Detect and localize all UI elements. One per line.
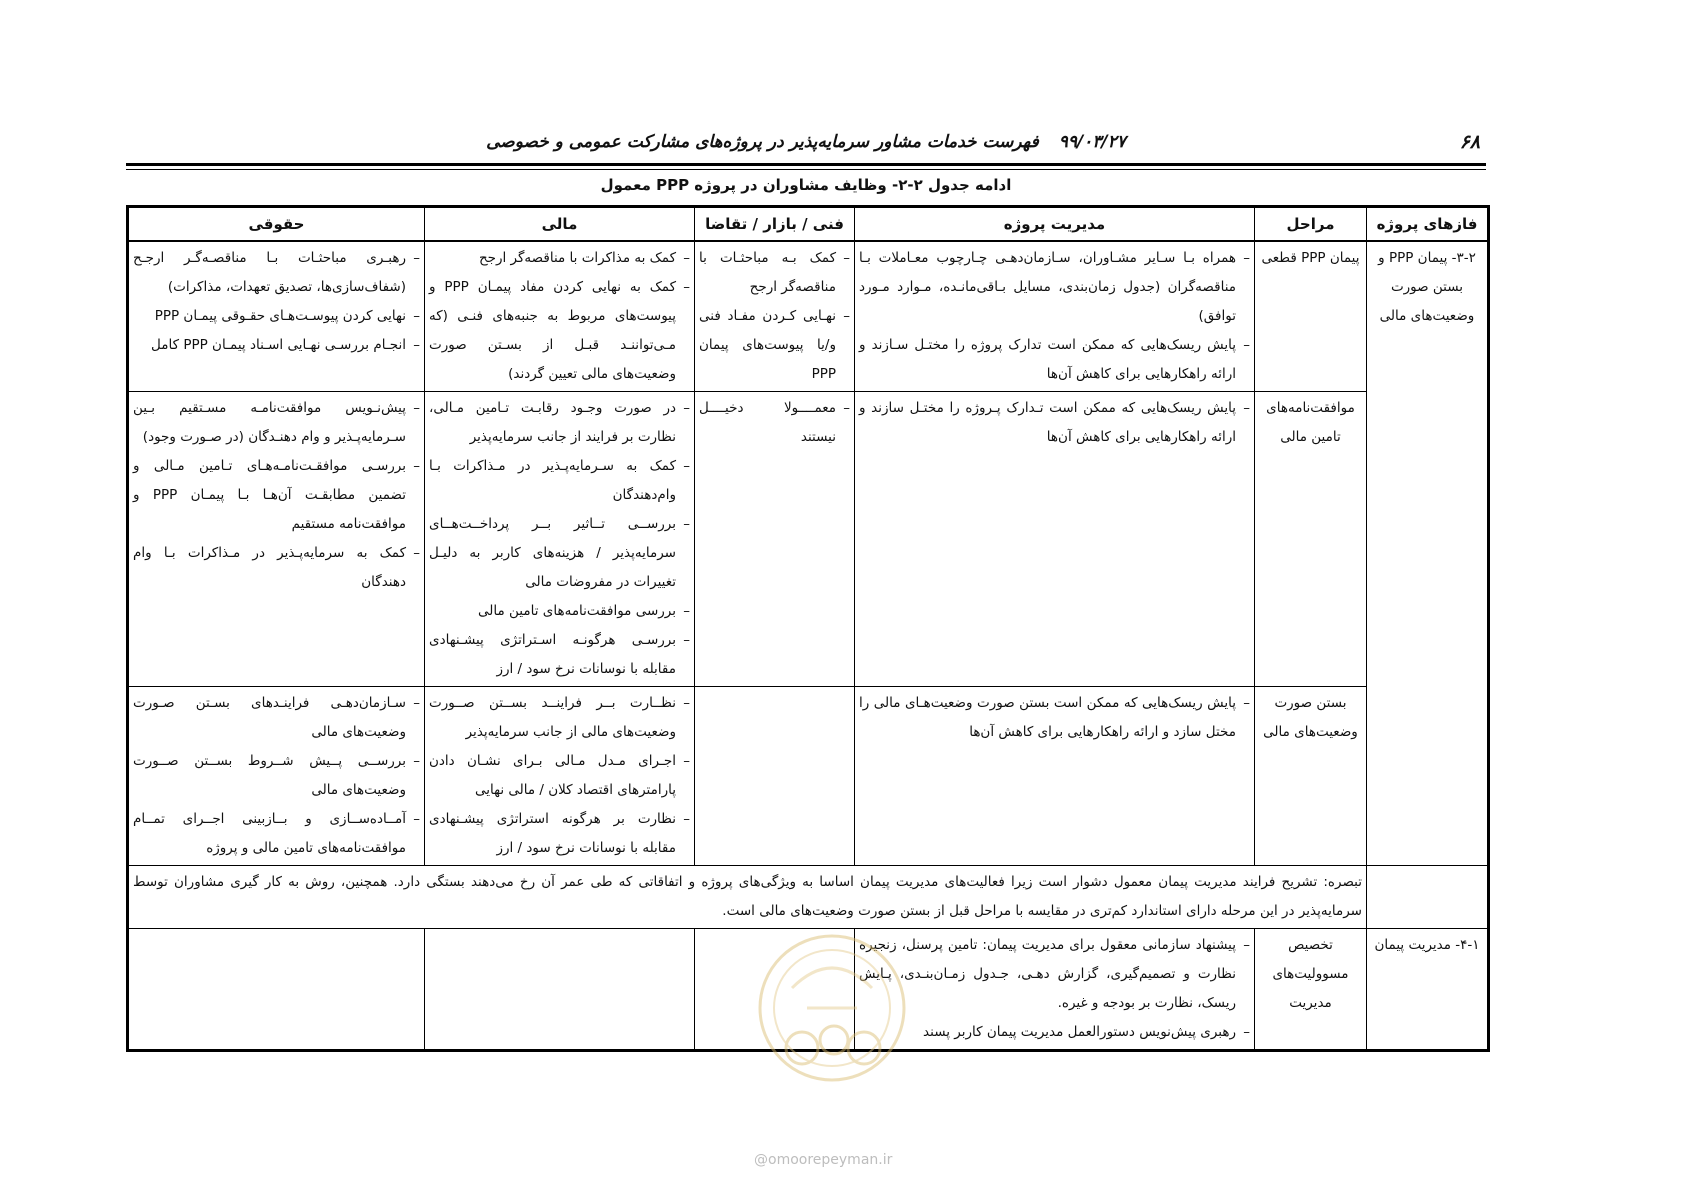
- header-title-line: [126, 132, 1486, 152]
- col-header-legal: حقوقی: [128, 207, 425, 242]
- list-item: – انجـام بررسـی نهـایی اسـناد پیمـان PPP کامل: [133, 331, 420, 360]
- tech-cell: [695, 687, 855, 866]
- list-item: – همراه بـا سـایر مشـاوران، سـازمان‌دهـی چـارچوب معـاملات بـا مناقصه‌گران (جدول زمان‌بندی، مسایل بـاقی‌مانـده، مـوارد مـورد توافق): [859, 244, 1250, 331]
- fin-cell: [425, 929, 695, 1051]
- table-header-row: [128, 207, 1489, 242]
- stage-cell: تخصیص مسوولیت‌های مدیریت: [1255, 929, 1367, 1051]
- page-number: ۶۸: [1459, 131, 1480, 153]
- fin-cell: [425, 687, 695, 866]
- list-item: – کمک به سرمایه‌پـذیر در مـذاکرات بـا وام دهندگان: [133, 539, 420, 597]
- legal-cell: [128, 392, 425, 687]
- page-header: [126, 131, 1486, 157]
- list-item: – نهـایی کـردن مفـاد فنی و/یا پیوست‌های پیمان PPP: [699, 302, 850, 389]
- legal-cell: [128, 687, 425, 866]
- table-row: [128, 687, 1489, 866]
- note-cell: تبصره: تشریح فرایند مدیریت پیمان معمول دشوار است زیرا فعالیت‌های مدیریت پیمان اساسا به ویژگی‌های پروژه و اتفاقاتی که طی عمر آن رخ می‌دهند بستگی دارد. همچنین، روش به کار گیری مشاوران توسط سرمایه‌پذیر در این مرحله دارای استاندارد کم‌تری در مقایسه با مراحل قبل از بستن صورت وضعیت‌های مالی است.: [128, 866, 1367, 929]
- phase-cell-empty: [1367, 866, 1489, 929]
- list-item: – پایش ریسک‌هایی که ممکن است تدارک پروژه را مختـل سـازند و ارائه راهکارهایی برای کاهش آن‌ها: [859, 331, 1250, 389]
- phase-cell: ۳-۲- پیمان PPP و بستن صورت وضعیت‌های مالی: [1367, 241, 1489, 866]
- col-header-fin: مالی: [425, 207, 695, 242]
- pm-cell: [855, 392, 1255, 687]
- stage-cell: پیمان PPP قطعی: [1255, 241, 1367, 392]
- table-row: [128, 866, 1489, 929]
- fin-cell: [425, 241, 695, 392]
- list-item: – معمــــولا دخیــــل نیستند: [699, 394, 850, 452]
- consultant-duties-table: [126, 205, 1490, 1052]
- table-row: [128, 392, 1489, 687]
- list-item: – پایش ریسک‌هایی که ممکن است تـدارک پـروژه را مختـل سازند و ارائه راهکارهایی برای کاهش آن‌ها: [859, 394, 1250, 452]
- list-item: – در صورت وجـود رقابـت تـامین مـالی، نظارت بر فرایند از جانب سرمایه‌پذیر: [429, 394, 690, 452]
- list-item: – سـازمان‌دهـی فراینـدهای بسـتن صـورت وضعیت‌های مالی: [133, 689, 420, 747]
- list-item: – پیشنهاد سازمانی معقول برای مدیریت پیمان: تامین پرسنل، زنجیره نظارت و تصمیم‌گیری، گزارش دهـی، جـدول زمـان‌بنـدی، پـایش ریسک، نظارت بر بودجه و غیره.: [859, 931, 1250, 1018]
- table-caption: ادامه جدول ۲-۲- وظایف مشاوران در پروژه PPP معمول: [600, 176, 1012, 194]
- table-row: [128, 241, 1489, 392]
- legal-cell: [128, 929, 425, 1051]
- list-item: – رهبـری مباحثـات بـا مناقصـه‌گـر ارجـح (شفاف‌سازی‌ها، تصدیق تعهدات، مذاکرات): [133, 244, 420, 302]
- fin-cell: [425, 392, 695, 687]
- col-header-phase: فازهای پروژه: [1367, 207, 1489, 242]
- col-header-pm: مدیریت پروژه: [855, 207, 1255, 242]
- header-rule-thin: [126, 169, 1486, 170]
- list-item: – بررســی پــیش شــروط بســتن صــورت وضعیت‌های مالی: [133, 747, 420, 805]
- list-item: – رهبری پیش‌نویس دستورالعمل مدیریت پیمان کاربر پسند: [859, 1018, 1250, 1047]
- list-item: – کمک به نهایی کردن مفاد پیمـان PPP و پیوست‌های مربوط به جنبه‌های فنـی (که مـی‌تواننـد قبـل از بسـتن صورت وضعیت‌های مالی تعیین گردند): [429, 273, 690, 389]
- tech-cell: [695, 929, 855, 1051]
- header-title: فهرست خدمات مشاور سرمایه‌پذیر در پروژه‌های مشارکت عمومی و خصوصی: [486, 132, 1039, 152]
- legal-cell: [128, 241, 425, 392]
- list-item: – کمک به سـرمایه‌پـذیر در مـذاکرات بـا وام‌دهندگان: [429, 452, 690, 510]
- list-item: – پایش ریسک‌هایی که ممکن است بستن صورت وضعیت‌هـای مالی را مختل سازد و ارائه راهکارهایی برای کاهش آن‌ها: [859, 689, 1250, 747]
- list-item: – آمــاده‌ســازی و بــازبینی اجــرای تمــام موافقت‌نامه‌های تامین مالی و پروژه: [133, 805, 420, 863]
- table-row: [128, 929, 1489, 1051]
- stage-cell: بستن صورت وضعیت‌های مالی: [1255, 687, 1367, 866]
- list-item: – بررســی تــاثیر بــر پرداخــت‌هــای سرمایه‌پذیر / هزینه‌های کاربر به دلیـل تغییرات در مفروضات مالی: [429, 510, 690, 597]
- list-item: – بررسـی هرگونـه اسـتراتژی پیشـنهادی مقابله با نوسانات نرخ سود / ارز: [429, 626, 690, 684]
- list-item: – نظــارت بــر فراینــد بســتن صــورت وضعیت‌های مالی از جانب سرمایه‌پذیر: [429, 689, 690, 747]
- col-header-tech: فنی / بازار / تقاضا: [695, 207, 855, 242]
- pm-cell: [855, 241, 1255, 392]
- header-rule-thick: [126, 163, 1486, 166]
- watermark-text: @omoorepeyman.ir: [754, 1152, 893, 1168]
- list-item: – اجـرای مـدل مـالی بـرای نشـان دادن پارامترهای اقتصاد کلان / مالی نهایی: [429, 747, 690, 805]
- pm-cell: [855, 929, 1255, 1051]
- tech-cell: [695, 241, 855, 392]
- list-item: – نهایی کردن پیوسـت‌هـای حقـوقی پیمـان PPP: [133, 302, 420, 331]
- phase-cell: ۴-۱- مدیریت پیمان: [1367, 929, 1489, 1051]
- tech-cell: [695, 392, 855, 687]
- stage-cell: موافقت‌نامه‌های تامین مالی: [1255, 392, 1367, 687]
- list-item: – بررسـی موافقـت‌نامـه‌هـای تـامین مـالی و تضمین مطابقـت آن‌هـا بـا پیمـان PPP و موافقت‌نامه مستقیم: [133, 452, 420, 539]
- list-item: – کمک بـه مباحثـات با مناقصه‌گر ارجح: [699, 244, 850, 302]
- list-item: – نظارت بر هرگونه استراتژی پیشـنهادی مقابله با نوسانات نرخ سود / ارز: [429, 805, 690, 863]
- list-item: – پیش‌نـویس موافقت‌نامـه مسـتقیم بـین سـرمایه‌پـذیر و وام دهنـدگان (در صـورت وجود): [133, 394, 420, 452]
- list-item: – بررسی موافقت‌نامه‌های تامین مالی: [429, 597, 690, 626]
- list-item: – کمک به مذاکرات با مناقصه‌گر ارجح: [429, 244, 690, 273]
- header-date: ۹۹/۰۳/۲۷: [1058, 132, 1126, 152]
- col-header-stage: مراحل: [1255, 207, 1367, 242]
- pm-cell: [855, 687, 1255, 866]
